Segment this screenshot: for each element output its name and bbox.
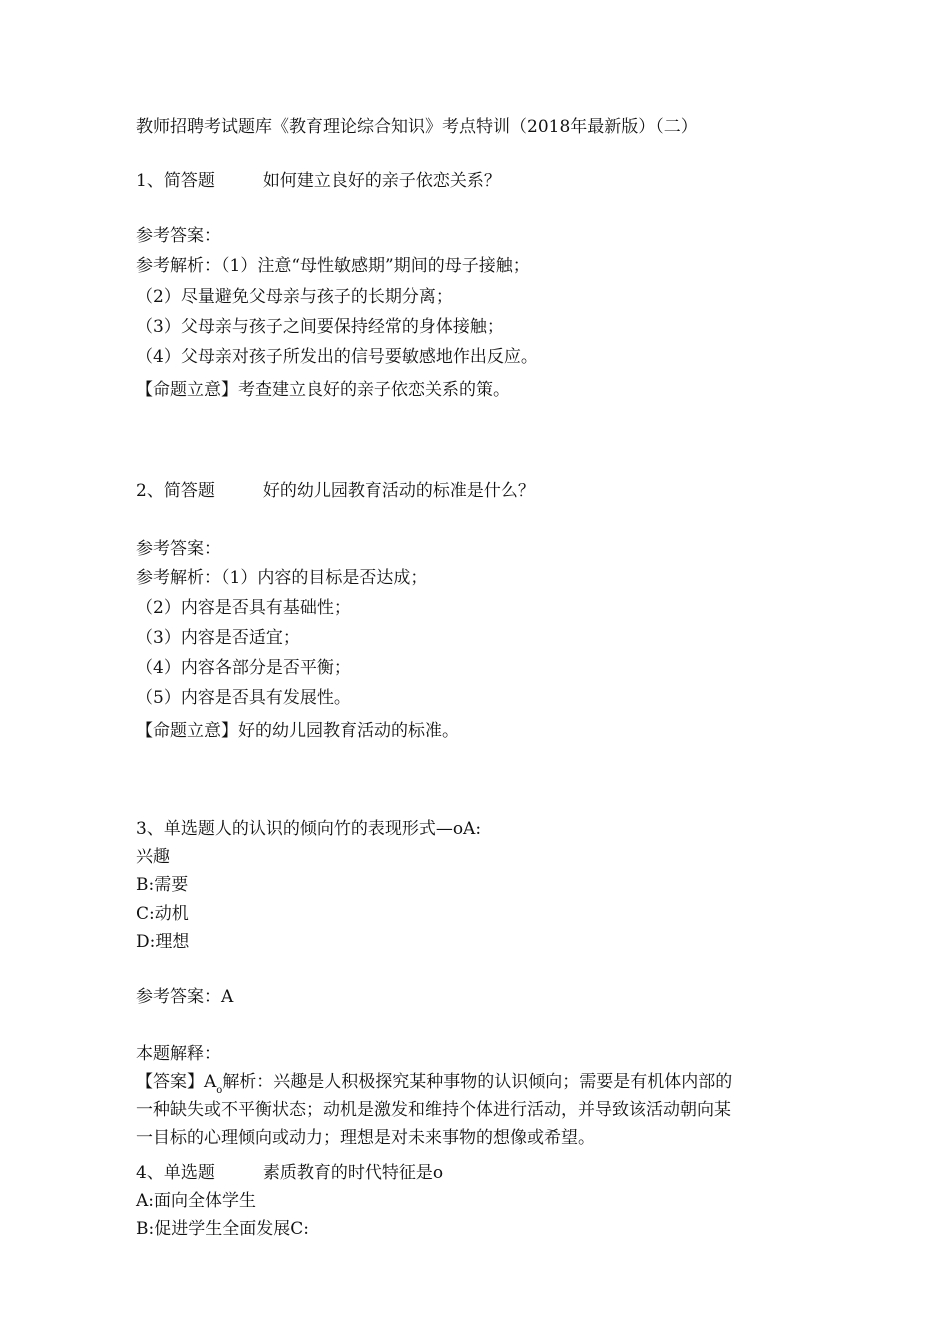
question-4 — [136, 1162, 443, 1184]
question-3-explain-answer: 【答案】A — [136, 1072, 217, 1092]
question-4-option: B:促进学生全面发展C: — [136, 1219, 309, 1239]
question-3-explain-text: 解析：兴趣是人积极探究某种事物的认识倾向；需要是有机体内部的 — [222, 1072, 733, 1092]
question-3-explain-sub: o — [216, 1085, 223, 1096]
question-2-analysis-line: （2）内容是否具有基础性； — [136, 598, 351, 618]
question-1-analysis-line: （4）父母亲对孩子所发出的信号要敏感地作出反应。 — [136, 347, 538, 367]
question-2-text: 好的幼儿园教育活动的标准是什么？ — [262, 481, 535, 501]
question-3-explain-label: 本题解释： — [136, 1044, 221, 1064]
question-4-option: A:面向全体学生 — [136, 1191, 257, 1211]
question-1-intent: 【命题立意】考查建立良好的亲子依恋关系的策。 — [136, 380, 510, 400]
question-3-answer: 参考答案：A — [136, 987, 234, 1007]
question-3-explain — [136, 1071, 732, 1102]
question-4-text: 素质教育的时代特征是o — [262, 1163, 444, 1183]
question-2-intent: 【命题立意】好的幼儿园教育活动的标准。 — [136, 721, 459, 741]
question-2-analysis-line: （5）内容是否具有发展性。 — [136, 688, 351, 708]
question-1-text: 如何建立良好的亲子依恋关系？ — [262, 171, 501, 191]
question-1-analysis-line: （3）父母亲与孩子之间要保持经常的身体接触； — [136, 317, 504, 337]
question-3-option: D:理想 — [136, 932, 190, 952]
question-3-option: 兴趣 — [136, 847, 170, 867]
question-1-analysis: 参考解析：（1）注意“母性敏感期”期间的母子接触； — [136, 256, 530, 276]
question-1-answer-label: 参考答案： — [136, 226, 221, 246]
question-3-option: B:需要 — [136, 875, 189, 895]
question-3-explain-line: 一种缺失或不平衡状态；动机是激发和维持个体进行活动，并导致该活动朝向某 — [136, 1100, 731, 1120]
question-4-type: 4、单选题 — [136, 1163, 215, 1183]
question-2-analysis-line: （4）内容各部分是否平衡； — [136, 658, 351, 678]
document-title: 教师招聘考试题库《教育理论综合知识》考点特训（2018年最新版）（二） — [136, 117, 698, 137]
question-3-explain-line: 一目标的心理倾向或动力；理想是对未来事物的想像或希望。 — [136, 1128, 595, 1148]
question-1 — [136, 170, 501, 192]
question-2-type: 2、简答题 — [136, 481, 215, 501]
question-1-analysis-line: （2）尽量避免父母亲与孩子的长期分离； — [136, 287, 453, 307]
question-2-analysis: 参考解析：（1）内容的目标是否达成； — [136, 568, 428, 588]
question-2-analysis-line: （3）内容是否适宜； — [136, 628, 300, 648]
question-3: 3、单选题人的认识的倾向竹的表现形式—oA: — [136, 819, 482, 839]
question-3-option: C:动机 — [136, 904, 189, 924]
question-2 — [136, 480, 535, 502]
question-2-answer-label: 参考答案： — [136, 539, 221, 559]
question-1-type: 1、简答题 — [136, 171, 215, 191]
